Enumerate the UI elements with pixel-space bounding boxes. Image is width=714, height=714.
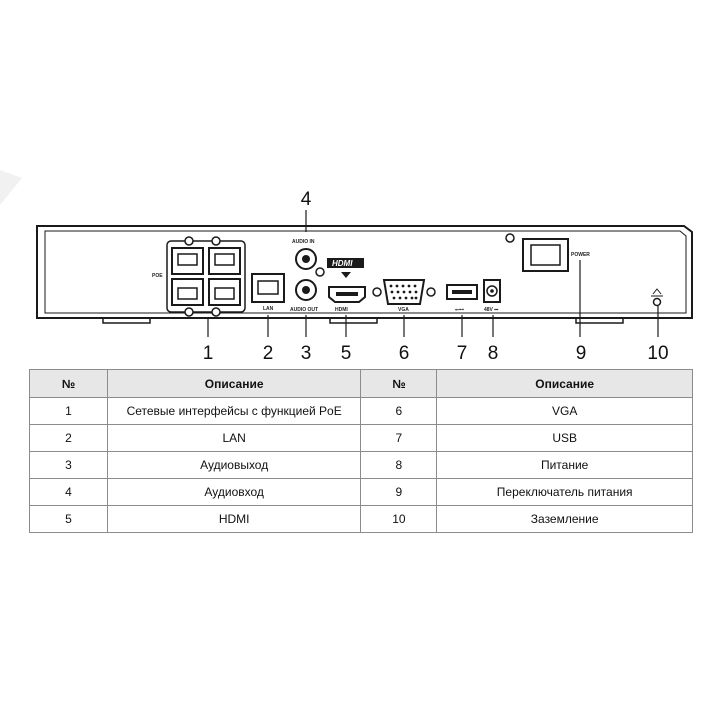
callout-2: 2 bbox=[262, 343, 274, 364]
header-description-left: Описание bbox=[107, 370, 361, 398]
foot-left bbox=[103, 318, 150, 323]
table-cell: 2 bbox=[30, 425, 108, 452]
callout-9: 9 bbox=[575, 343, 587, 364]
table-cell: 1 bbox=[30, 398, 108, 425]
audio-in-label: AUDIO IN bbox=[292, 239, 315, 245]
foot-center bbox=[330, 318, 377, 323]
callout-6: 6 bbox=[398, 343, 410, 364]
table-cell: 6 bbox=[361, 398, 437, 425]
table-cell: 7 bbox=[361, 425, 437, 452]
power-switch bbox=[523, 239, 568, 271]
lan-port bbox=[252, 274, 284, 302]
poe-ports bbox=[167, 237, 245, 316]
callout-8: 8 bbox=[487, 343, 499, 364]
table-cell: Аудиовход bbox=[107, 479, 361, 506]
callout-1: 1 bbox=[202, 343, 214, 364]
chassis bbox=[37, 226, 692, 318]
power-label: POWER bbox=[571, 252, 590, 258]
hdmi-label: HDMI bbox=[335, 307, 348, 313]
table-cell: 4 bbox=[30, 479, 108, 506]
callout-3: 3 bbox=[300, 343, 312, 364]
watermark-mark bbox=[0, 170, 22, 205]
usb-label: ⭠⊷ bbox=[455, 307, 465, 313]
table-cell: LAN bbox=[107, 425, 361, 452]
table-header-row bbox=[30, 370, 693, 398]
audio-in-jack bbox=[296, 249, 316, 269]
hdmi-logo bbox=[327, 258, 364, 278]
table-cell: Заземление bbox=[437, 506, 693, 533]
table-row bbox=[30, 452, 693, 479]
table-cell: VGA bbox=[437, 398, 693, 425]
ports-table bbox=[29, 369, 693, 533]
vga-port bbox=[373, 280, 435, 304]
audio-out-jack bbox=[296, 280, 316, 300]
table-cell: Переключатель питания bbox=[437, 479, 693, 506]
table-row bbox=[30, 506, 693, 533]
table-cell: 9 bbox=[361, 479, 437, 506]
audio-screw bbox=[316, 268, 324, 276]
foot-right bbox=[576, 318, 623, 323]
ground-terminal bbox=[651, 289, 663, 306]
table-cell: 10 bbox=[361, 506, 437, 533]
header-number-left: № bbox=[30, 370, 108, 398]
header-number-right: № bbox=[361, 370, 437, 398]
power-in-port bbox=[484, 280, 500, 302]
callout-10: 10 bbox=[647, 343, 669, 364]
vga-label: VGA bbox=[398, 307, 409, 313]
header-description-right: Описание bbox=[437, 370, 693, 398]
hdmi-logo-text: HDMI bbox=[332, 259, 353, 268]
table-cell: 8 bbox=[361, 452, 437, 479]
table-cell: USB bbox=[437, 425, 693, 452]
audio-out-label: AUDIO OUT bbox=[290, 307, 319, 313]
power-in-label: 48V ⎓ bbox=[484, 307, 499, 313]
table-cell: Питание bbox=[437, 452, 693, 479]
hdmi-port bbox=[329, 287, 365, 302]
callout-4: 4 bbox=[300, 189, 312, 210]
table-cell: Аудиовыход bbox=[107, 452, 361, 479]
table-cell: 3 bbox=[30, 452, 108, 479]
callout-5: 5 bbox=[340, 343, 352, 364]
table-row bbox=[30, 425, 693, 452]
table-cell: HDMI bbox=[107, 506, 361, 533]
table-row bbox=[30, 479, 693, 506]
table-cell: Сетевые интерфейсы с функцией PoE bbox=[107, 398, 361, 425]
callout-7: 7 bbox=[456, 343, 468, 364]
table-cell: 5 bbox=[30, 506, 108, 533]
poe-label: POE bbox=[152, 273, 163, 279]
lan-label: LAN bbox=[263, 306, 274, 312]
table-row bbox=[30, 398, 693, 425]
cover-screw bbox=[506, 234, 514, 242]
usb-port bbox=[447, 285, 477, 299]
